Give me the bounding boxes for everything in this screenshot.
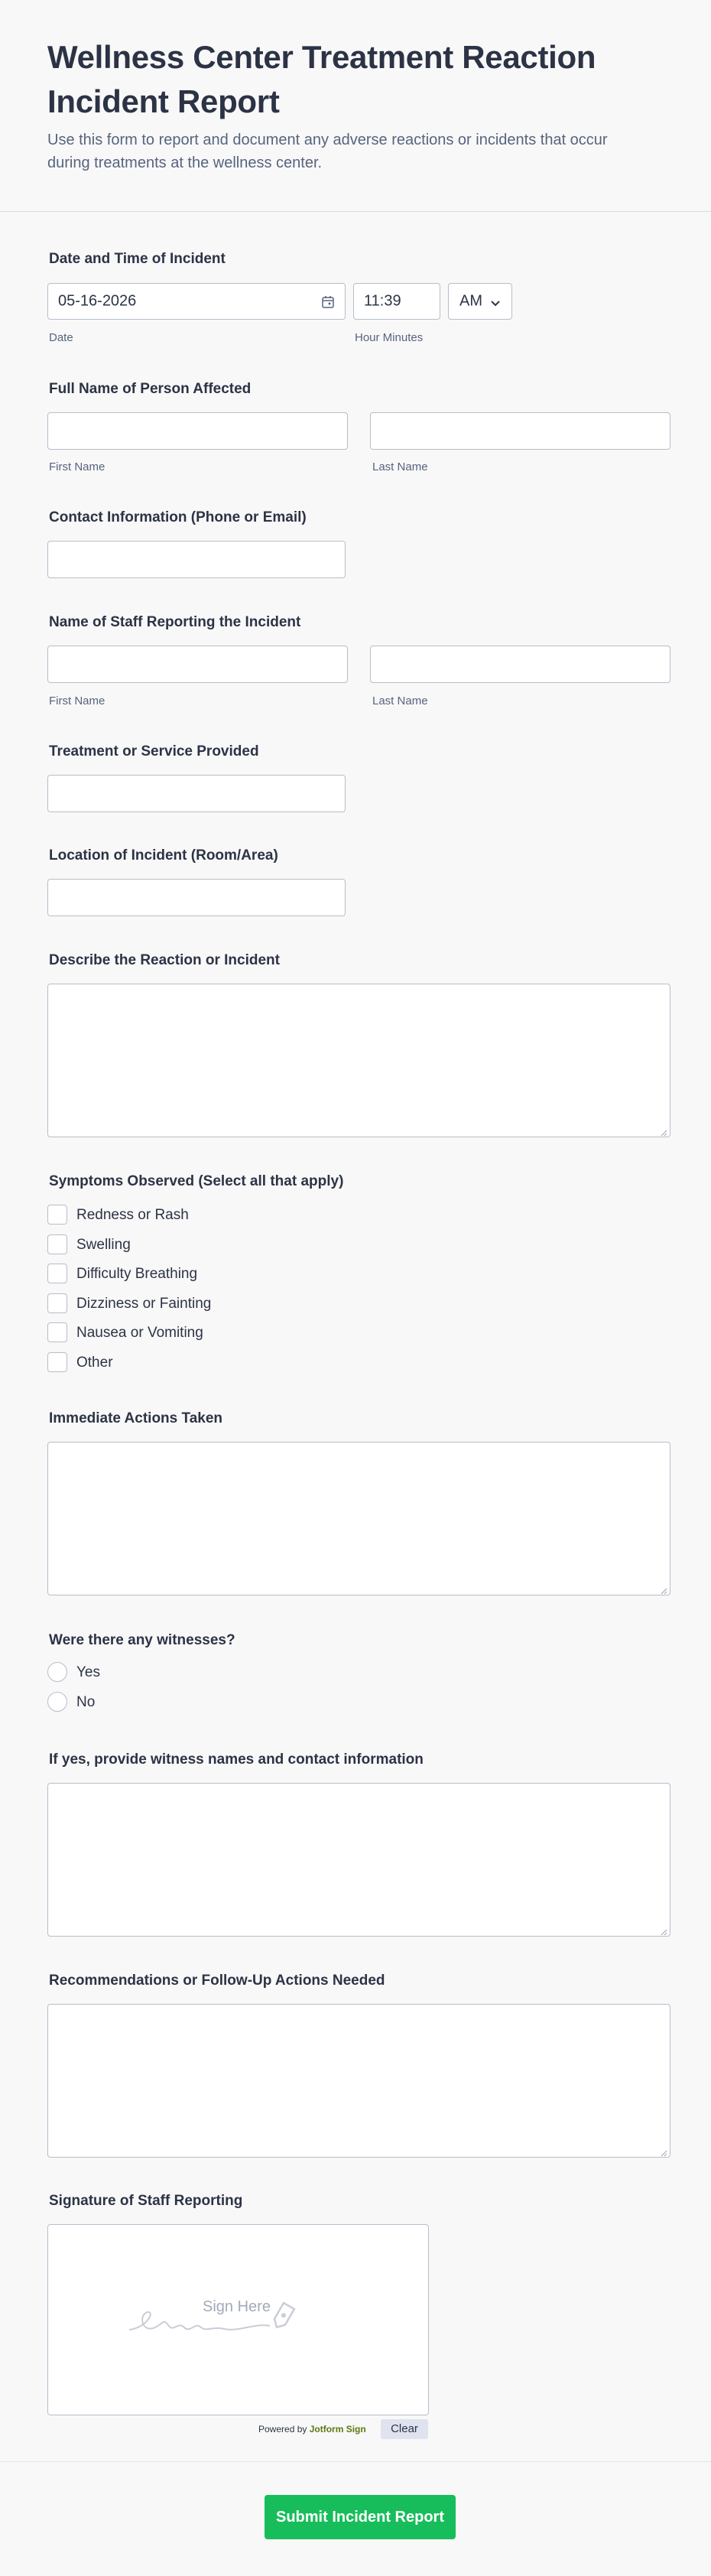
- form-header: [0, 0, 711, 212]
- option-label[interactable]: Difficulty Breathing: [76, 1266, 198, 1282]
- radio-yes[interactable]: [47, 1662, 67, 1682]
- contact-label: Contact Information (Phone or Email): [49, 509, 307, 525]
- actions-label: Immediate Actions Taken: [49, 1410, 223, 1426]
- option-label[interactable]: Nausea or Vomiting: [76, 1325, 203, 1341]
- form-title-line1: Wellness Center Treatment Reaction: [47, 39, 596, 75]
- checkbox-redness[interactable]: [47, 1205, 67, 1225]
- option-label[interactable]: No: [76, 1694, 96, 1710]
- signature-pad[interactable]: [47, 2224, 429, 2415]
- treatment-input[interactable]: [47, 775, 346, 812]
- resize-grip-icon[interactable]: [660, 1926, 667, 1934]
- form-title-line2: Incident Report: [47, 83, 280, 119]
- person-affected-label: Full Name of Person Affected: [49, 381, 252, 397]
- symptoms-label: Symptoms Observed (Select all that apply): [49, 1173, 344, 1189]
- signature-label: Signature of Staff Reporting: [49, 2193, 243, 2209]
- time-input[interactable]: [353, 283, 440, 320]
- powered-by-text: Powered by: [258, 2424, 307, 2435]
- checkbox-difficulty-breathing[interactable]: [47, 1264, 67, 1283]
- ampm-select[interactable]: [448, 283, 512, 320]
- option-label[interactable]: Other: [76, 1355, 113, 1371]
- sign-here-placeholder: Sign Here: [203, 2298, 271, 2315]
- person-last-name-input[interactable]: [370, 412, 670, 450]
- recommendations-textarea[interactable]: [47, 2004, 670, 2158]
- form-subtitle-line1: Use this form to report and document any adverse reactions or incidents that occur: [47, 132, 608, 148]
- actions-textarea[interactable]: [47, 1442, 670, 1595]
- calendar-icon[interactable]: [321, 295, 335, 313]
- powered-by: [258, 2424, 366, 2435]
- time-value: 11:39: [364, 292, 401, 310]
- form-subtitle-line2: during treatments at the wellness center.: [47, 154, 323, 171]
- witness-info-textarea[interactable]: [47, 1783, 670, 1937]
- date-value: 05-16-2026: [58, 292, 137, 310]
- witnesses-label: Were there any witnesses?: [49, 1632, 235, 1648]
- radio-no[interactable]: [47, 1692, 67, 1712]
- recommendations-label: Recommendations or Follow-Up Actions Needed: [49, 1973, 385, 1989]
- date-time-label: Date and Time of Incident: [49, 251, 226, 267]
- resize-grip-icon[interactable]: [660, 2147, 667, 2155]
- option-label[interactable]: Yes: [76, 1664, 100, 1680]
- chevron-down-icon: [490, 298, 501, 311]
- form-title: [47, 35, 662, 124]
- describe-label: Describe the Reaction or Incident: [49, 952, 280, 968]
- footer-divider: [0, 2461, 711, 2462]
- location-input[interactable]: [47, 879, 346, 916]
- describe-textarea[interactable]: [47, 984, 670, 1137]
- option-label[interactable]: Redness or Rash: [76, 1207, 189, 1223]
- staff-name-label: Name of Staff Reporting the Incident: [49, 614, 301, 630]
- option-label[interactable]: Swelling: [76, 1237, 131, 1253]
- ampm-value: AM: [459, 292, 482, 310]
- contact-input[interactable]: [47, 541, 346, 578]
- date-input[interactable]: [47, 283, 346, 320]
- checkbox-swelling[interactable]: [47, 1234, 67, 1254]
- checkbox-dizziness[interactable]: [47, 1293, 67, 1313]
- form-subtitle: [47, 128, 662, 174]
- treatment-label: Treatment or Service Provided: [49, 743, 259, 759]
- resize-grip-icon[interactable]: [660, 1127, 667, 1134]
- person-first-name-input[interactable]: [47, 412, 348, 450]
- staff-last-name-input[interactable]: [370, 646, 670, 683]
- person-first-sublabel: First Name: [49, 460, 106, 473]
- time-sublabel: Hour Minutes: [355, 331, 424, 344]
- location-label: Location of Incident (Room/Area): [49, 847, 278, 864]
- option-label[interactable]: Dizziness or Fainting: [76, 1296, 212, 1312]
- jotform-sign-brand[interactable]: Jotform Sign: [309, 2424, 366, 2435]
- person-last-sublabel: Last Name: [372, 460, 428, 473]
- signature-scribble-icon: [125, 2295, 339, 2345]
- checkbox-nausea[interactable]: [47, 1322, 67, 1342]
- witness-info-label: If yes, provide witness names and contact information: [49, 1751, 424, 1768]
- submit-button[interactable]: Submit Incident Report: [265, 2495, 456, 2539]
- staff-first-sublabel: First Name: [49, 694, 106, 707]
- checkbox-other[interactable]: [47, 1352, 67, 1372]
- staff-first-name-input[interactable]: [47, 646, 348, 683]
- date-sublabel: Date: [49, 331, 73, 344]
- resize-grip-icon[interactable]: [660, 1585, 667, 1592]
- clear-button[interactable]: Clear: [381, 2419, 428, 2439]
- staff-last-sublabel: Last Name: [372, 694, 428, 707]
